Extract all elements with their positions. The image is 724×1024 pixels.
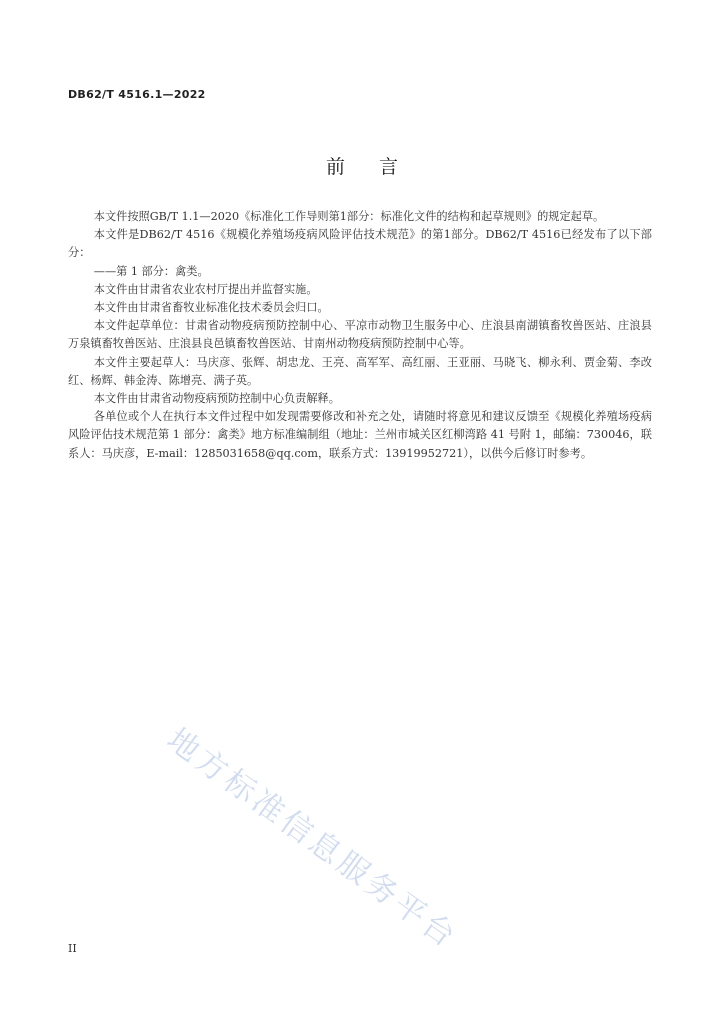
foreword-body — [68, 208, 652, 463]
paragraph-committee: 本文件由甘肃省畜牧业标准化技术委员会归口。 — [93, 301, 329, 315]
paragraph-drafters: 本文件主要起草人：马庆彦、张辉、胡忠龙、王亮、高军军、高红丽、王亚丽、马晓飞、柳永利、贾金菊、李改红、杨辉、韩金涛、陈增亮、满子英。 — [68, 355, 652, 387]
paragraph-drafting-rules: 本文件按照GB/T 1.1—2020《标准化工作导则第1部分：标准化文件的结构和起草规则》的规定起草。 — [93, 210, 605, 223]
paragraph-proposer: 本文件由甘肃省农业农村厅提出并监督实施。 — [93, 282, 318, 296]
page-number: II — [68, 942, 77, 955]
standard-code: DB62/T 4516.1—2022 — [68, 88, 206, 101]
watermark-text: 地方标准信息服务平台 — [160, 721, 465, 957]
page-title: 前言 — [325, 156, 432, 178]
paragraph-interpretation: 本文件由甘肃省动物疫病预防控制中心负责解释。 — [93, 392, 340, 406]
paragraph-feedback: 各单位或个人在执行本文件过程中如发现需要修改和补充之处，请随时将意见和建议反馈至《规模化养殖场疫病风险评估技术规范第 1 部分：禽类》地方标准编制组（地址：兰州市城关区红柳湾路 41 号附 1，邮编：730046，联系人：马庆彦，E-mail：1285031658@qq.com，联系方式：13919952721），以供今后修订时参考。 — [68, 410, 652, 460]
paragraph-part-list-item: ——第 1 部分：禽类。 — [93, 264, 209, 278]
paragraph-drafting-units: 本文件起草单位：甘肃省动物疫病预防控制中心、平凉市动物卫生服务中心、庄浪县南湖镇畜牧兽医站、庄浪县万泉镇畜牧兽医站、庄浪县良邑镇畜牧兽医站、甘南州动物疫病预防控制中心等。 — [68, 319, 652, 351]
paragraph-series-intro: 本文件是DB62/T 4516《规模化养殖场疫病风险评估技术规范》的第1部分。DB62/T 4516已经发布了以下部分： — [68, 228, 652, 260]
